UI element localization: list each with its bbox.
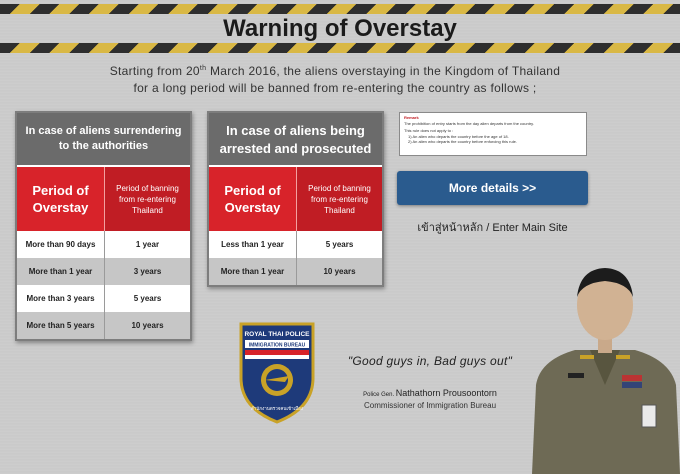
table-heading: In case of aliens surrendering to the authorities: [17, 113, 190, 167]
intro-text: [30, 60, 640, 97]
table-row: More than 3 years 5 years: [17, 285, 190, 312]
column-header-banning: Period of banning from re-entering Thailand: [105, 167, 190, 231]
column-header-overstay: Period of Overstay: [17, 167, 105, 231]
immigration-bureau-badge-icon: [235, 320, 319, 424]
table-row: More than 1 year 10 years: [209, 258, 382, 285]
page-title: Warning of Overstay: [223, 15, 457, 42]
enter-main-site-link[interactable]: เข้าสู่หน้าหลัก / Enter Main Site: [417, 222, 568, 234]
table-row: More than 5 years 10 years: [17, 312, 190, 339]
motto-quote: "Good guys in, Bad guys out": [347, 354, 513, 368]
arrested-ban-table: [207, 111, 384, 287]
intro-line-1: Starting from 20th March 2016, the aliens overstaying in the Kingdom of Thailand: [109, 64, 561, 78]
badge-bureau-text: IMMIGRATION BUREAU: [248, 342, 306, 349]
column-header-overstay: Period of Overstay: [209, 167, 297, 231]
more-details-button[interactable]: More details >>: [397, 171, 588, 205]
column-header-banning: Period of banning from re-entering Thailand: [297, 167, 382, 231]
table-row: More than 1 year 3 years: [17, 258, 190, 285]
table-row: More than 90 days 1 year: [17, 231, 190, 258]
table-column-headers: [17, 167, 190, 231]
badge-bottom-text: สำนักงานตรวจคนเข้าเมือง: [250, 407, 304, 412]
remark-box: Remark The prohibition of entry starts from the day alien departs from the country. This rule does not apply to : 1) An alien who departs the country before the age of 18. 2) An alien who departs the country before enforcing this rule.: [399, 112, 587, 156]
table-heading: In case of aliens being arrested and prosecuted: [209, 113, 382, 167]
surrender-ban-table: [15, 111, 192, 341]
commissioner-title: Commissioner of Immigration Bureau: [363, 401, 497, 410]
badge-top-text: ROYAL THAI POLICE: [244, 331, 310, 338]
signature-block: [335, 388, 525, 410]
commissioner-portrait-icon: [530, 255, 680, 474]
table-column-headers: [209, 167, 382, 231]
intro-line-2: for a long period will be banned from re-entering the country as follows ;: [133, 81, 537, 95]
hazard-stripe-top: [0, 4, 680, 14]
table-row: Less than 1 year 5 years: [209, 231, 382, 258]
hazard-stripe-bottom: [0, 43, 680, 53]
commissioner-name: Police Gen. Nathathorn Prousoontorn: [363, 388, 497, 398]
